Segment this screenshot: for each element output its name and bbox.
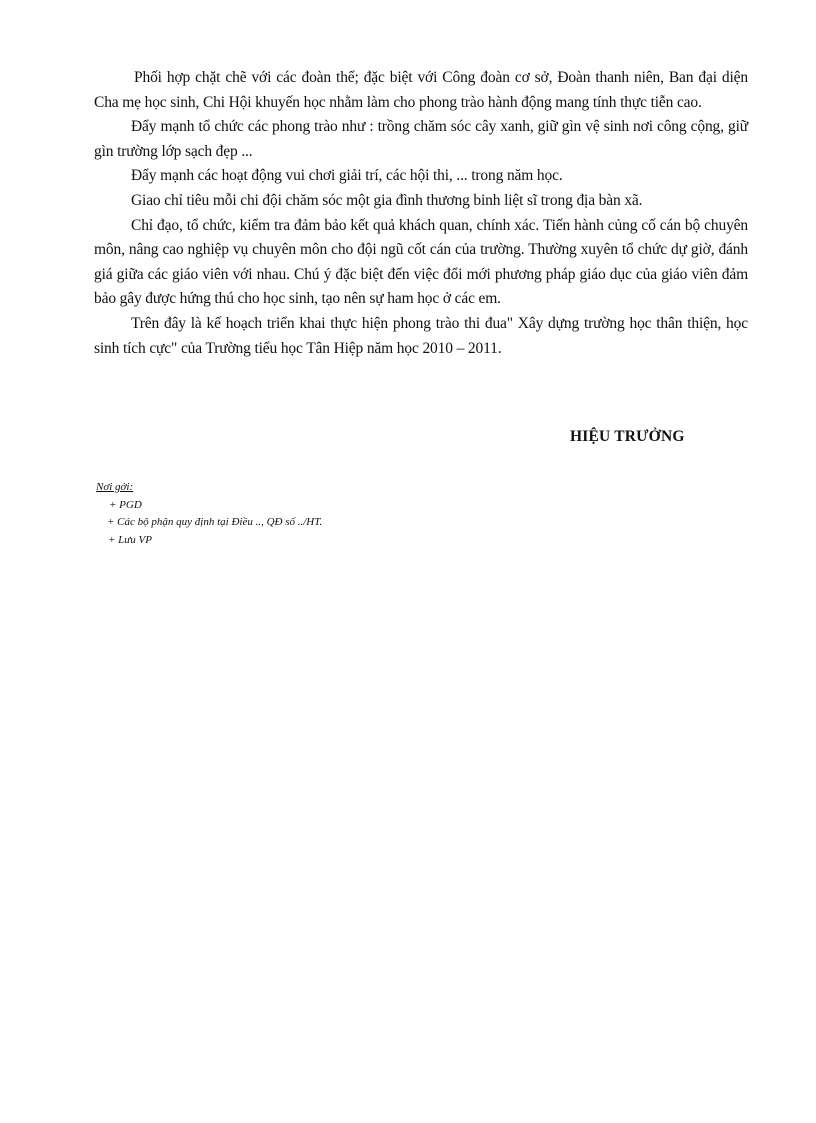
recipients-title: Nơi gởi:: [96, 481, 134, 493]
recipient-item: + Lưu VP: [108, 533, 152, 546]
document-body: [94, 66, 748, 361]
recipients-block: [96, 479, 322, 549]
paragraph-green-campaign: Đẩy mạnh tổ chức các phong trào như : trồng chăm sóc cây xanh, giữ gìn vệ sinh nơi công cộng, giữ gìn trường lớp sạch đẹp ...: [94, 118, 748, 160]
paragraph-supervision: Chỉ đạo, tổ chức, kiểm tra đảm bảo kết quả khách quan, chính xác. Tiến hành củng cố cán bộ chuyên môn, nâng cao nghiệp vụ chuyên môn cho đội ngũ cốt cán của trường. Thường xuyên tổ chức dự giờ, đánh giá giữa các giáo viên với nhau. Chú ý đặc biệt đến việc đổi mới phương pháp giáo dục của giáo viên đảm bảo gây được hứng thú cho học sinh, tạo nên sự ham học ở các em.: [94, 216, 748, 308]
paragraph-recreation: Đẩy mạnh các hoạt động vui chơi giải trí, các hội thi, ... trong năm học.: [131, 167, 563, 185]
recipient-item: + PGD: [109, 498, 142, 511]
paragraph-conclusion: Trên đây là kế hoạch triển khai thực hiện phong trào thi đua" Xây dựng trường học thân thiện, học sinh tích cực" của Trường tiểu học Tân Hiệp năm học 2010 – 2011.: [94, 314, 748, 357]
signature-title: HIỆU TRƯỞNG: [570, 428, 685, 445]
paragraph-veteran-family: Giao chỉ tiêu mỗi chi đội chăm sóc một gia đình thương binh liệt sĩ trong địa bàn xã.: [131, 191, 643, 209]
recipient-item: + Các bộ phận quy định tại Điều .., QĐ số ../HT.: [107, 516, 323, 528]
paragraph-coordination: Phối hợp chặt chẽ với các đoàn thể; đặc biệt với Công đoàn cơ sở, Đoàn thanh niên, Ban đại diện Cha mẹ học sinh, Chi Hội khuyến học nhằm làm cho phong trào hành động mang tính thực tiễn cao.: [94, 69, 748, 111]
